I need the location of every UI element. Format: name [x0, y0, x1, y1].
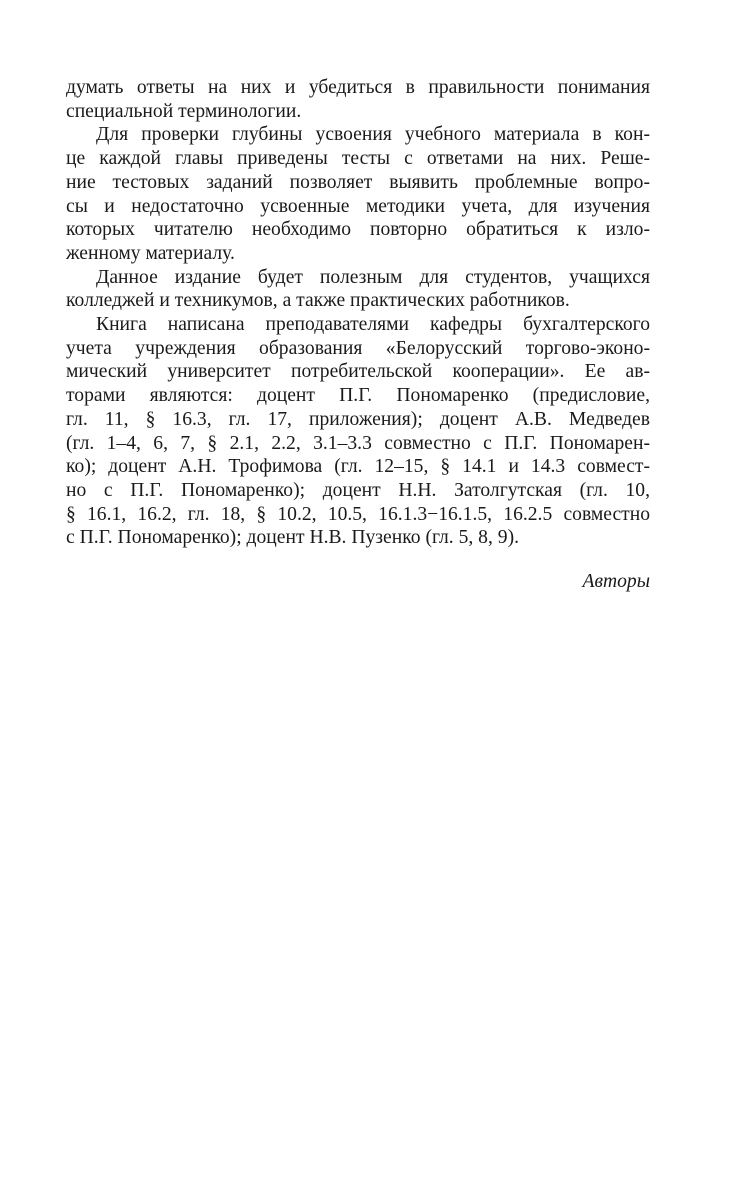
- text-line: мический университет потребительской кооперации». Ее ав-: [66, 361, 650, 383]
- text-line: женному материалу.: [66, 242, 235, 264]
- paragraph-terminology: [66, 76, 650, 123]
- text-line: которых читателю необходимо повторно обратиться к изло-: [66, 219, 650, 241]
- text-line: § 16.1, 16.2, гл. 18, § 10.2, 10.5, 16.1.3−16.1.5, 16.2.5 совместно: [66, 503, 650, 525]
- paragraph-authors: [66, 313, 650, 550]
- paragraph-audience: [66, 266, 650, 313]
- text-line: торами являются: доцент П.Г. Пономаренко (предисловие,: [66, 385, 650, 407]
- text-line: Данное издание будет полезным для студентов, учащихся: [96, 266, 650, 288]
- text-line: специальной терминологии.: [66, 100, 302, 122]
- text-line: ние тестовых заданий позволяет выявить проблемные вопро-: [66, 171, 650, 193]
- text-line: с П.Г. Пономаренко); доцент Н.В. Пузенко (гл. 5, 8, 9).: [66, 527, 519, 549]
- text-line: думать ответы на них и убедиться в правильности понимания: [66, 77, 650, 98]
- text-line: гл. 11, § 16.3, гл. 17, приложения); доцент А.В. Медведев: [66, 408, 650, 430]
- text-line: ко); доцент А.Н. Трофимова (гл. 12–15, § 14.1 и 14.3 совмест-: [66, 456, 650, 478]
- paragraph-tests: [66, 123, 650, 265]
- text-line: сы и недостаточно усвоенные методики учета, для изучения: [66, 195, 650, 217]
- text-line: це каждой главы приведены тесты с ответами на них. Реше-: [66, 148, 650, 170]
- text-line: колледжей и техникумов, а также практических работников.: [66, 290, 570, 312]
- signature: Авторы: [582, 571, 650, 593]
- text-line: (гл. 1–4, 6, 7, § 2.1, 2.2, 3.1–3.3 совместно с П.Г. Пономарен-: [66, 432, 650, 454]
- text-line: но с П.Г. Пономаренко); доцент Н.Н. Затолгутская (гл. 10,: [66, 479, 650, 501]
- text-line: учета учреждения образования «Белорусский торгово-эконо-: [66, 337, 650, 359]
- text-line: Книга написана преподавателями кафедры бухгалтерского: [96, 314, 650, 336]
- text-line: Для проверки глубины усвоения учебного материала в кон-: [96, 124, 650, 146]
- body-text: [66, 76, 650, 594]
